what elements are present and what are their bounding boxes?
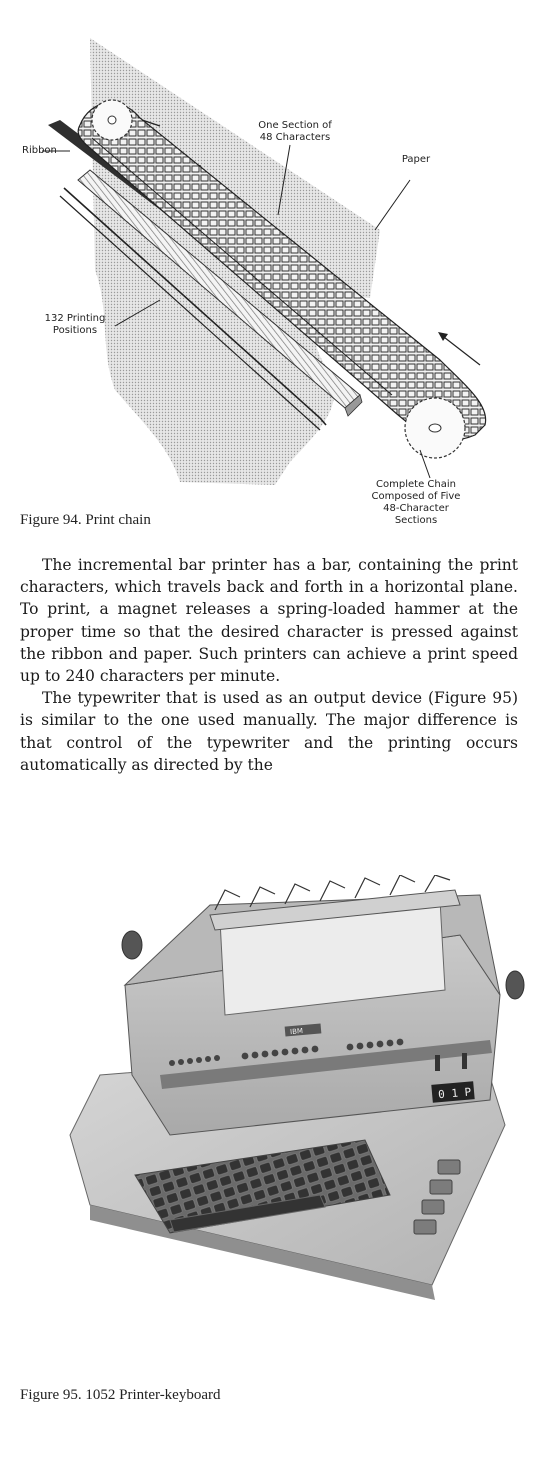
paragraph-incremental-bar-printer: The incremental bar printer has a bar, containing the print characters, which travels back and forth in a horizontal plane. To print, a magnet releases a spring-loaded hammer at the proper time so that the desired character is pressed against the ribbon and paper. Such printers can achieve a print speed up to 240 characters per minute. <box>20 556 518 686</box>
ribbon-label: Ribbon <box>22 145 57 156</box>
body-text <box>20 554 518 776</box>
paper-label: Paper <box>401 154 431 165</box>
readout-text: 0 1 P <box>437 1085 472 1102</box>
figure-95-caption: Figure 95. 1052 Printer-keyboard <box>20 1387 221 1403</box>
printer-keyboard-photo <box>60 875 530 1320</box>
paragraph-typewriter: The typewriter that is used as an output device (Figure 95) is similar to the one used manually. The major difference is that control of the typewriter and the printing occurs automatically as directed by the <box>20 689 518 774</box>
complete-chain-label: Complete Chain Composed of Five 48-Character Sections <box>371 479 461 526</box>
figure-94-caption: Figure 94. Print chain <box>20 512 151 528</box>
print-chain-illustration <box>20 30 520 510</box>
printing-positions-label: 132 Printing Positions <box>44 313 106 336</box>
ibm-logo-text: IBM <box>289 1027 304 1037</box>
chain-direction-arrow <box>438 332 480 365</box>
section-label: One Section of 48 Characters <box>258 120 332 143</box>
